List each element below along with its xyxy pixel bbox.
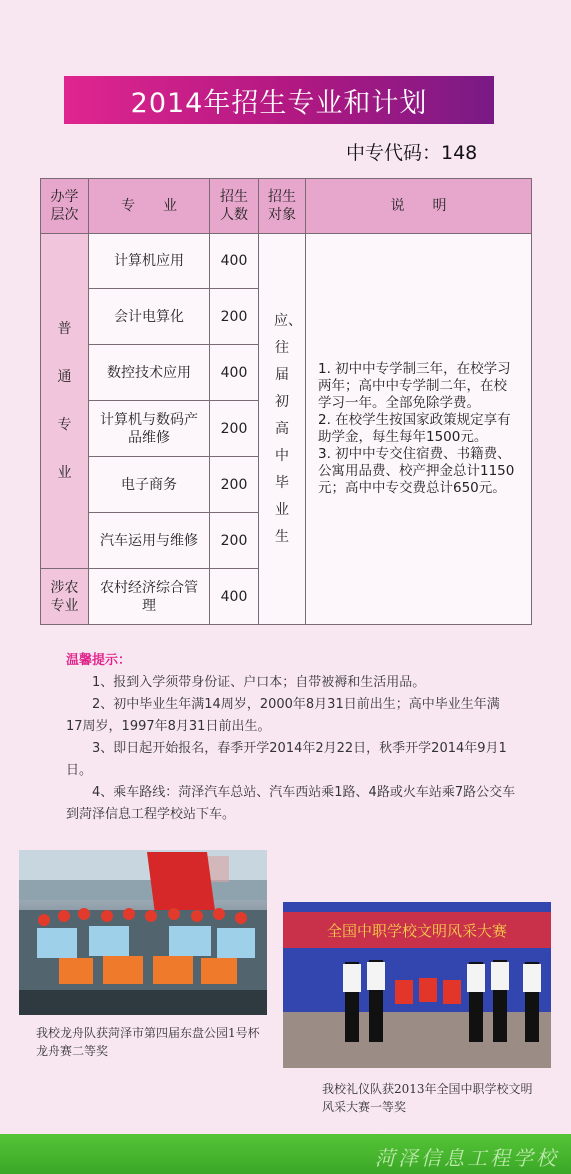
table-header-row xyxy=(41,179,532,234)
etiquette-team-image xyxy=(283,902,551,1068)
header-target: 招生对象 xyxy=(259,179,306,234)
photo-caption-1: 我校龙舟队获菏泽市第四届东盘公园1号杯龙舟赛二等奖 xyxy=(36,1026,260,1058)
stage-banner-text: 全国中职学校文明风采大赛 xyxy=(326,922,508,940)
footer-school-name: 菏泽信息工程学校 xyxy=(375,1146,559,1170)
note-item: 2. 在校学生按国家政策规定享有助学金，每生每年1500元。 xyxy=(318,412,511,445)
target-cell: 应、往届初高中毕业生 xyxy=(259,234,306,625)
major-cell: 会计电算化 xyxy=(89,289,210,345)
tips-heading: 温馨提示： xyxy=(66,653,132,668)
level-general: 普通专业 xyxy=(41,234,89,569)
dragon-boat-photo xyxy=(19,850,267,1015)
count-cell: 200 xyxy=(210,513,259,569)
header-level: 办学层次 xyxy=(41,179,89,234)
count-cell: 400 xyxy=(210,345,259,401)
tip-item: 3、即日起开始报名，春季开学2014年2月22日，秋季开学2014年9月1日。 xyxy=(66,741,507,778)
school-code: 中专代码：148 xyxy=(346,142,478,164)
header-major: 专 业 xyxy=(89,179,210,234)
photo-caption-2: 我校礼仪队获2013年全国中职学校文明风采大赛一等奖 xyxy=(322,1082,533,1114)
tip-item: 2、初中毕业生年满14周岁，2000年8月31日前出生；高中毕业生年满 17周岁，1997年8月31日前出生。 xyxy=(66,697,500,734)
major-cell: 农村经济综合管理 xyxy=(89,569,210,625)
count-cell: 200 xyxy=(210,289,259,345)
etiquette-team-photo xyxy=(283,902,551,1068)
tip-item: 4、乘车路线：菏泽汽车总站、汽车西站乘1路、4路或火车站乘7路公交车到菏泽信息工程学校站下车。 xyxy=(66,785,516,822)
major-cell: 计算机应用 xyxy=(89,234,210,289)
major-cell: 汽车运用与维修 xyxy=(89,513,210,569)
notes-cell xyxy=(306,234,532,625)
count-cell: 400 xyxy=(210,569,259,625)
major-cell: 计算机与数码产品维修 xyxy=(89,401,210,457)
header-notes: 说 明 xyxy=(306,179,532,234)
count-cell: 200 xyxy=(210,457,259,513)
major-cell: 数控技术应用 xyxy=(89,345,210,401)
count-cell: 200 xyxy=(210,401,259,457)
enrollment-table xyxy=(40,178,532,625)
major-cell: 电子商务 xyxy=(89,457,210,513)
note-item: 1. 初中中专学制三年，在校学习两年；高中中专学制二年，在校学习一年。全部免除学费。 xyxy=(318,361,511,411)
tips-section xyxy=(66,650,518,826)
page-title: 2014年招生专业和计划 xyxy=(130,87,428,119)
footer-bar xyxy=(0,1134,571,1174)
count-cell: 400 xyxy=(210,234,259,289)
tip-item: 1、报到入学须带身份证、户口本；自带被褥和生活用品。 xyxy=(92,675,426,690)
title-banner xyxy=(64,76,494,124)
table-row xyxy=(41,234,532,289)
level-agri: 涉农专业 xyxy=(41,569,89,625)
header-count: 招生人数 xyxy=(210,179,259,234)
dragon-boat-team-image xyxy=(19,850,267,1015)
note-item: 3. 初中中专交住宿费、书籍费、公寓用品费、校产押金总计1150元；高中中专交费总计650元。 xyxy=(318,446,515,496)
